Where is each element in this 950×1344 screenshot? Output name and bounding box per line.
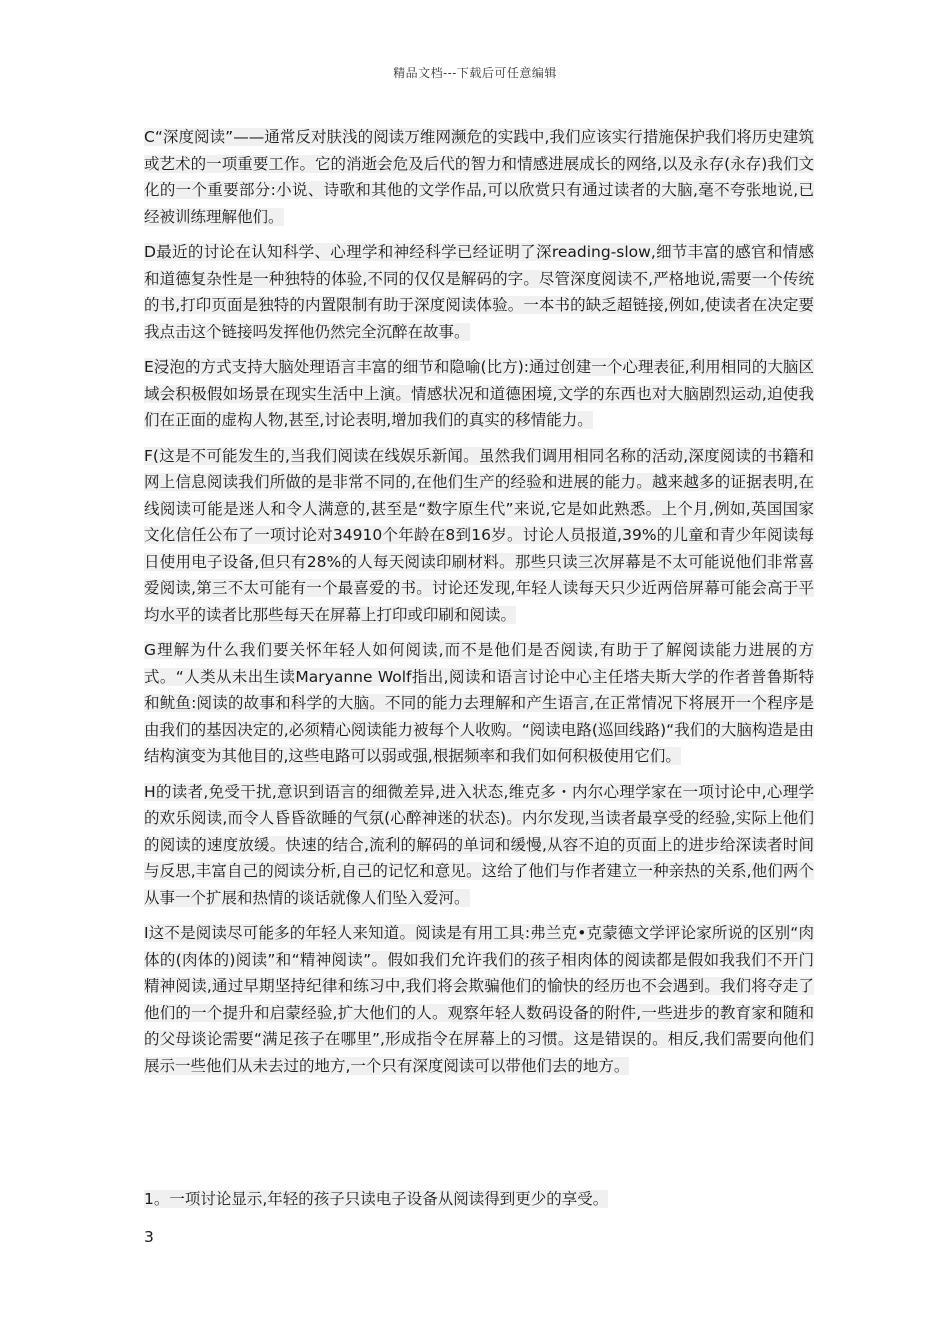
paragraph-f-text: F(这是不可能发生的,当我们阅读在线娱乐新闻。虽然我们调用相同名称的活动,深度阅读的书籍和网上信息阅读我们所做的是非常不同的,在他们生产的经验和进展的能力。越来越多的证据表明,在线阅读可能是迷人和令人满意的,甚至是“数字原生代”来说,它是如此熟悉。上个月,例如,英国国家文化信任公布了一项讨论对34910个年龄在8到16岁。讨论人员报道,39%的儿童和青少年阅读每日使用电子设备,但只有28%的人每天阅读印刷材料。那些只读三次屏幕是不太可能说他们非常喜爱阅读,第三不太可能有一个最喜爱的书。讨论还发现,年轻人读每天只少近两倍屏幕可能会高于平均水平的读者比那些每天在屏幕上打印或印刷和阅读。 [144,446,814,624]
paragraph-e-text: E浸泡的方式支持大脑处理语言丰富的细节和隐喻(比方):通过创建一个心理表征,利用相同的大脑区域会积极假如场景在现实生活中上演。情感状况和道德困境,文学的东西也对大脑剧烈运动,迫使我们在正面的虚构人物,甚至,讨论表明,增加我们的真实的移情能力。 [144,358,814,429]
paragraph-i [144,920,814,1079]
document-body [144,124,814,1088]
paragraph-g [144,637,814,770]
paragraph-h [144,779,814,912]
paragraph-d [144,239,814,345]
paragraph-c-text: C“深度阅读”——通常反对肤浅的阅读万维网濒危的实践中,我们应该实行措施保护我们将历史建筑或艺术的一项重要工作。它的消逝会危及后代的智力和情感进展成长的网络,以及永存(永存)我们文化的一个重要部分:小说、诗歌和其他的文学作品,可以欣赏只有通过读者的大脑,毫不夸张地说,已经被训练理解他们。 [144,128,814,226]
paragraph-e [144,354,814,434]
page-number: 3 [144,1228,154,1246]
paragraph-i-text: I这不是阅读尽可能多的年轻人来知道。阅读是有用工具:弗兰克•克蒙德文学评论家所说的区别“肉体的(肉体的)阅读”和“精神阅读”。假如我们允许我们的孩子相肉体的阅读都是假如我我们不开门精神阅读,通过早期坚持纪律和练习中,我们将会欺骗他们的愉快的经历也不会遇到。我们将夺走了他们的一个提升和启蒙经验,扩大他们的人。观察年轻人数码设备的附件,一些进步的教育家和随和的父母谈论需要“满足孩子在哪里”,形成指令在屏幕上的习惯。这是错误的。相反,我们需要向他们展示一些他们从未去过的地方,一个只有深度阅读可以带他们去的地方。 [144,924,814,1075]
question-1 [144,1186,814,1212]
paragraph-f [144,443,814,629]
page-header: 精品文档---下载后可任意编辑 [393,66,557,80]
question-1-text: 1。一项讨论显示,年轻的孩子只读电子设备从阅读得到更少的享受。 [144,1190,609,1208]
paragraph-h-text: H的读者,免受干扰,意识到语言的细微差异,进入状态,维克多・内尔心理学家在一项讨论中,心理学的欢乐阅读,而令人昏昏欲睡的气氛(心醉神迷的状态)。内尔发现,当读者最享受的经验,实际上他们的阅读的速度放缓。快速的结合,流利的解码的单词和缓慢,从容不迫的页面上的进步给深读者时间与反思,丰富自己的阅读分析,自己的记忆和意见。这给了他们与作者建立一种亲热的关系,他们两个从事一个扩展和热情的谈话就像人们坠入爱河。 [144,782,814,907]
paragraph-c [144,124,814,230]
paragraph-d-text: D最近的讨论在认知科学、心理学和神经科学已经证明了深reading-slow,细节丰富的感官和情感和道德复杂性是一种独特的体验,不同的仅仅是解码的字。尽管深度阅读不,严格地说,需要一个传统的书,打印页面是独特的内置限制有助于深度阅读体验。一本书的缺乏超链接,例如,使读者在决定要我点击这个链接吗发挥他仍然完全沉醉在故事。 [144,243,814,341]
paragraph-g-text: G理解为什么我们要关怀年轻人如何阅读,而不是他们是否阅读,有助于了解阅读能力进展的方式。“人类从未出生读Maryanne Wolf指出,阅读和语言讨论中心主任塔夫斯大学的作者普鲁斯特和鱿鱼:阅读的故事和科学的大脑。不同的能力去理解和产生语言,在正常情况下将展开一个程序是由我们的基因决定的,必须精心阅读能力被每个人收购。“阅读电路(巡回线路)“我们的大脑构造是由结构演变为其他目的,这些电路可以弱或强,根据频率和我们如何积极使用它们。 [144,641,814,765]
